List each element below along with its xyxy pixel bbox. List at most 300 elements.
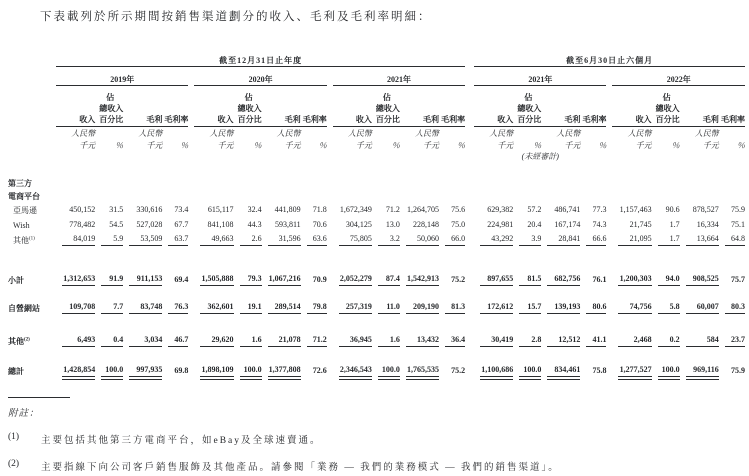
value: 486,741 [554, 205, 581, 215]
value-cell [301, 202, 327, 216]
value: 629,382 [487, 205, 514, 215]
value-cell [513, 216, 541, 231]
column-header-gross-profit: 毛利 [400, 85, 439, 126]
value: 12,512 [547, 335, 580, 347]
value: 100.0 [101, 365, 123, 377]
group-gap [465, 126, 474, 152]
value: 682,756 [547, 274, 580, 286]
value: 75.7 [731, 275, 745, 285]
value: 28,841 [547, 234, 580, 246]
column-header-pct: 佔 總收入 百分比 [372, 85, 400, 126]
group-gap [465, 231, 474, 246]
spacer-row [8, 286, 745, 298]
value-cell [680, 202, 719, 216]
value: 13,432 [406, 335, 439, 347]
value: 778,482 [69, 220, 96, 230]
value: 91.9 [101, 274, 123, 286]
unit-label-rmb: 人民幣 千元 [414, 129, 439, 150]
filler [606, 152, 745, 166]
unit-label-rmb: 人民幣 千元 [556, 129, 581, 150]
value: 441,809 [274, 205, 301, 215]
value: 257,319 [339, 302, 372, 314]
column-header-gross-margin: 毛利率 [162, 85, 188, 126]
value: 21,095 [618, 234, 651, 246]
value: 81.5 [519, 274, 541, 286]
value: 2.6 [240, 234, 262, 246]
value-cell [162, 216, 188, 231]
value-cell [262, 231, 301, 246]
value-cell [719, 202, 745, 216]
column-header-revenue: 收入 [56, 85, 95, 126]
value-cell [652, 270, 680, 286]
value-cell [652, 360, 680, 377]
value: 1,157,463 [619, 205, 652, 215]
value: 224,981 [487, 220, 514, 230]
value: 74.3 [592, 220, 607, 230]
value-cell [123, 298, 162, 314]
value: 75.1 [731, 220, 745, 230]
value-cell [719, 298, 745, 314]
footnotes-section [8, 397, 745, 473]
value: 70.9 [312, 275, 327, 285]
value-cell [439, 216, 465, 231]
value-cell [513, 360, 541, 377]
column-header-revenue: 收入 [474, 85, 513, 126]
value-cell [262, 202, 301, 216]
value: 908,525 [686, 274, 719, 286]
value: 304,125 [345, 220, 372, 230]
value: 969,116 [686, 365, 719, 377]
value: 1,542,913 [406, 274, 439, 286]
value: 71.8 [312, 205, 327, 215]
value-cell [612, 360, 651, 377]
notes-title: 附註： [8, 409, 40, 419]
value: 90.6 [665, 205, 680, 215]
value-cell [56, 202, 95, 216]
group-gap [465, 270, 474, 286]
value-cell [194, 216, 233, 231]
value-cell [194, 270, 233, 286]
value-cell [652, 202, 680, 216]
value-cell [474, 231, 513, 246]
value: 49,663 [200, 234, 233, 246]
value: 21,078 [268, 335, 301, 347]
group-gap [465, 85, 474, 126]
value: 29,620 [200, 335, 233, 347]
value-cell [652, 298, 680, 314]
value: 289,514 [268, 302, 301, 314]
value-cell [234, 360, 262, 377]
value-cell [234, 216, 262, 231]
value-cell [333, 331, 372, 347]
value-cell [194, 298, 233, 314]
value: 0.4 [101, 335, 123, 347]
value-cell [400, 231, 439, 246]
value: 21,745 [629, 220, 652, 230]
value: 76.1 [592, 275, 607, 285]
value-cell [580, 216, 606, 231]
value-cell [474, 202, 513, 216]
value: 2,052,279 [339, 274, 372, 286]
value: 66.0 [445, 234, 465, 246]
value: 16,334 [696, 220, 719, 230]
value-cell [612, 231, 651, 246]
footnote-marker: (2) [24, 337, 30, 343]
value: 5.8 [658, 302, 680, 314]
value-cell [541, 331, 580, 347]
value: 75,805 [339, 234, 372, 246]
value: 31.5 [109, 205, 124, 215]
group-gap [465, 48, 474, 66]
value-cell [262, 360, 301, 377]
value: 79.8 [307, 302, 327, 314]
value: 94.0 [658, 274, 680, 286]
row-label: 其他$^{(1)}$ [13, 236, 35, 246]
value: 228,148 [412, 220, 439, 230]
notes-divider [8, 397, 70, 398]
value: 593,811 [274, 220, 301, 230]
value-cell [400, 216, 439, 231]
value-cell [680, 298, 719, 314]
value: 50,060 [406, 234, 439, 246]
value-cell [234, 270, 262, 286]
value: 3.2 [378, 234, 400, 246]
value-cell [541, 202, 580, 216]
value: 15.7 [519, 302, 541, 314]
value-cell [541, 298, 580, 314]
value-cell [95, 331, 123, 347]
value: 1,505,888 [200, 274, 233, 286]
value: 32.4 [247, 205, 262, 215]
value-cell [234, 231, 262, 246]
value-cell [474, 298, 513, 314]
value: 1,312,653 [62, 274, 95, 286]
value-cell [123, 231, 162, 246]
column-header-revenue: 收入 [612, 85, 651, 126]
value-cell [95, 231, 123, 246]
value-cell [162, 202, 188, 216]
column-header-gross-profit: 毛利 [123, 85, 162, 126]
value-cell [56, 270, 95, 286]
spacer-row [8, 314, 745, 331]
column-header-gross-profit: 毛利 [262, 85, 301, 126]
value-cell [513, 231, 541, 246]
value-cell [652, 331, 680, 347]
unit-label-rmb: 人民幣 千元 [627, 129, 652, 150]
value-cell [513, 202, 541, 216]
value-cell [56, 231, 95, 246]
value: 80.6 [586, 302, 606, 314]
value-cell [372, 270, 400, 286]
column-header-gross-margin: 毛利率 [580, 85, 606, 126]
group-gap [465, 298, 474, 314]
unit-label-pct: ％ [671, 141, 680, 150]
value-cell [680, 331, 719, 347]
value-cell [56, 360, 95, 377]
value-cell [162, 298, 188, 314]
page-title: 下表載列於所示期間按銷售渠道劃分的收入、毛利及毛利率明細： [40, 11, 432, 23]
value: 53,509 [129, 234, 162, 246]
value-cell [439, 270, 465, 286]
value-cell [333, 360, 372, 377]
value: 23.7 [725, 335, 745, 347]
unit-label-pct: ％ [391, 141, 400, 150]
value: 67.7 [174, 220, 189, 230]
value: 3,034 [129, 335, 162, 347]
value-cell [612, 331, 651, 347]
value: 75.2 [451, 366, 466, 376]
value: 75.6 [451, 205, 466, 215]
value: 584 [686, 335, 719, 347]
value-cell [652, 216, 680, 231]
value-cell [541, 231, 580, 246]
value: 1,264,705 [406, 205, 439, 215]
value: 69.4 [174, 275, 189, 285]
group-gap [465, 202, 474, 216]
spacer-row [8, 246, 745, 270]
value: 20.4 [527, 220, 542, 230]
year-header: 2021年 [474, 66, 606, 85]
value: 87.4 [378, 274, 400, 286]
value: 3.9 [519, 234, 541, 246]
value: 75.0 [451, 220, 466, 230]
value: 19.1 [240, 302, 262, 314]
year-header: 2022年 [612, 66, 745, 85]
value-cell [719, 331, 745, 347]
value-cell [301, 360, 327, 377]
value-cell [333, 231, 372, 246]
value-cell [680, 270, 719, 286]
value: 109,708 [62, 302, 95, 314]
value: 897,655 [480, 274, 513, 286]
value: 79.3 [240, 274, 262, 286]
value: 7.7 [101, 302, 123, 314]
value-cell [234, 331, 262, 347]
value-cell [580, 202, 606, 216]
value-cell [56, 216, 95, 231]
column-header-gross-margin: 毛利率 [439, 85, 465, 126]
value: 13,664 [686, 234, 719, 246]
column-header-gross-profit: 毛利 [541, 85, 580, 126]
filler [8, 152, 474, 166]
column-header-revenue: 收入 [194, 85, 233, 126]
value-cell [95, 270, 123, 286]
revenue-gross-profit-by-channel-table [8, 48, 745, 377]
group-gap [465, 360, 474, 377]
value-cell [439, 231, 465, 246]
value-cell [234, 298, 262, 314]
value-cell [474, 360, 513, 377]
value: 46.7 [168, 335, 188, 347]
value: 83,748 [129, 302, 162, 314]
value-cell [301, 231, 327, 246]
footnote-1-text: 主要包括其他第三方電商平台，如eBay及全球速賣通。 [41, 436, 322, 446]
value-cell [680, 360, 719, 377]
corner-cell [8, 126, 56, 152]
unit-label-pct: ％ [253, 141, 262, 150]
row-label: 其他$^{(2)}$ [8, 337, 30, 347]
value: 100.0 [240, 365, 262, 377]
value-cell [123, 331, 162, 347]
column-header-gross-profit: 毛利 [680, 85, 719, 126]
row-label: 小計 [8, 276, 24, 286]
value-cell [123, 202, 162, 216]
row-label: 自營網站 [8, 304, 40, 314]
column-header-pct: 佔 總收入 百分比 [513, 85, 541, 126]
value: 615,117 [207, 205, 234, 215]
unit-label-rmb: 人民幣 千元 [694, 129, 719, 150]
value-cell [400, 270, 439, 286]
value: 81.3 [445, 302, 465, 314]
value-cell [580, 231, 606, 246]
value-cell [580, 270, 606, 286]
value-cell [400, 360, 439, 377]
value-cell [612, 298, 651, 314]
value-cell [541, 270, 580, 286]
value-cell [439, 360, 465, 377]
footnote-2 [8, 459, 745, 473]
value: 72.6 [312, 366, 327, 376]
value-cell [333, 216, 372, 231]
value: 1.7 [658, 234, 680, 246]
value: 1,200,303 [618, 274, 651, 286]
row-label: 總計 [8, 367, 24, 377]
value-cell [162, 231, 188, 246]
value-cell [194, 202, 233, 216]
column-header-pct: 佔 總收入 百分比 [652, 85, 680, 126]
value-cell [400, 331, 439, 347]
row-label: 亞馬遜 [13, 206, 37, 216]
value-cell [194, 331, 233, 347]
value: 1,765,535 [406, 365, 439, 377]
value-cell [301, 216, 327, 231]
value-cell [372, 360, 400, 377]
value-cell [262, 270, 301, 286]
value: 64.8 [725, 234, 745, 246]
value: 36,945 [339, 335, 372, 347]
value: 11.0 [378, 302, 400, 314]
value: 1,672,349 [339, 205, 372, 215]
value: 0.2 [658, 335, 680, 347]
value: 1,100,686 [480, 365, 513, 377]
value-cell [194, 231, 233, 246]
period-header-interim: 截至6月30日止六個月 [474, 48, 745, 66]
value: 100.0 [519, 365, 541, 377]
column-header-gross-margin: 毛利率 [301, 85, 327, 126]
value: 139,193 [547, 302, 580, 314]
value-cell [580, 298, 606, 314]
unit-label-pct: ％ [180, 141, 189, 150]
column-header-pct: 佔 總收入 百分比 [95, 85, 123, 126]
value-cell [400, 298, 439, 314]
value: 44.3 [247, 220, 262, 230]
value: 100.0 [658, 365, 680, 377]
value-cell [95, 360, 123, 377]
unit-label-rmb: 人民幣 千元 [276, 129, 301, 150]
value-cell [612, 270, 651, 286]
value: 1,898,109 [200, 365, 233, 377]
value-cell [513, 270, 541, 286]
value-cell [95, 202, 123, 216]
value-cell [580, 360, 606, 377]
unit-label-pct: ％ [533, 141, 542, 150]
value-cell [301, 270, 327, 286]
value-cell [123, 216, 162, 231]
value: 73.4 [174, 205, 189, 215]
footnote-2-marker: (2) [8, 459, 20, 469]
year-header: 2019年 [56, 66, 188, 85]
unit-label-rmb: 人民幣 千元 [489, 129, 514, 150]
value-cell [372, 331, 400, 347]
value: 1,377,808 [268, 365, 301, 377]
value-cell [513, 298, 541, 314]
value: 2.8 [519, 335, 541, 347]
value-cell [162, 270, 188, 286]
value-cell [95, 298, 123, 314]
value: 1,067,216 [268, 274, 301, 286]
value: 167,174 [554, 220, 581, 230]
value: 84,019 [62, 234, 95, 246]
value: 209,190 [406, 302, 439, 314]
value-cell [262, 298, 301, 314]
value: 834,461 [547, 365, 580, 377]
value: 71.2 [385, 205, 400, 215]
value-cell [719, 360, 745, 377]
section-label: 第三方 [8, 179, 32, 189]
value-cell [580, 331, 606, 347]
corner-cell [8, 48, 56, 66]
value: 2,346,543 [339, 365, 372, 377]
value-cell [719, 270, 745, 286]
value: 43,292 [480, 234, 513, 246]
value-cell [439, 202, 465, 216]
unit-label-rmb: 人民幣 千元 [347, 129, 372, 150]
value: 841,108 [207, 220, 234, 230]
unit-label-pct: ％ [737, 141, 745, 150]
value-cell [372, 216, 400, 231]
unit-label-rmb: 人民幣 千元 [209, 129, 234, 150]
value-cell [612, 216, 651, 231]
value: 362,601 [200, 302, 233, 314]
value: 75.8 [592, 366, 607, 376]
value-cell [439, 298, 465, 314]
column-header-revenue: 收入 [333, 85, 372, 126]
value: 63.6 [307, 234, 327, 246]
value-cell [372, 202, 400, 216]
period-header-annual: 截至12月31日止年度 [56, 48, 465, 66]
value: 63.7 [168, 234, 188, 246]
value-cell [541, 216, 580, 231]
value: 1,277,527 [618, 365, 651, 377]
value-cell [541, 360, 580, 377]
value: 2,468 [618, 335, 651, 347]
value-cell [474, 331, 513, 347]
value-cell [333, 298, 372, 314]
value: 66.6 [586, 234, 606, 246]
value: 1,428,854 [62, 365, 95, 377]
value: 69.8 [174, 366, 189, 376]
value-cell [474, 270, 513, 286]
value-cell [612, 202, 651, 216]
value-cell [652, 231, 680, 246]
value-cell [123, 360, 162, 377]
column-header-pct: 佔 總收入 百分比 [234, 85, 262, 126]
group-gap [465, 66, 474, 85]
value: 60,007 [686, 302, 719, 314]
value-cell [262, 216, 301, 231]
value-cell [333, 202, 372, 216]
year-header: 2020年 [194, 66, 326, 85]
